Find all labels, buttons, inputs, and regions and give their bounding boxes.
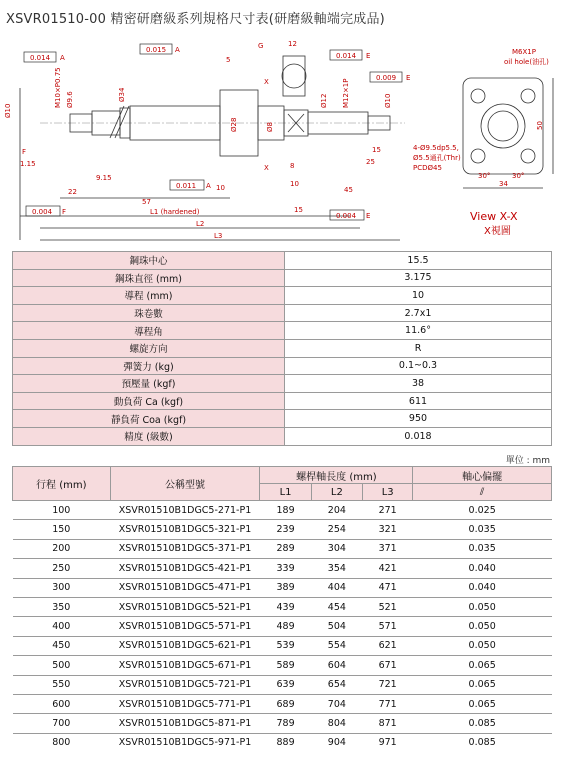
runout-cell: 0.065 <box>413 675 552 694</box>
l1-cell: 489 <box>260 617 311 636</box>
dia-8-label: Ø8 <box>266 122 274 132</box>
spec-row <box>13 304 552 322</box>
view-xx-zh-label: X視圖 <box>484 226 511 237</box>
stroke-cell: 400 <box>13 617 111 636</box>
l1-cell: 439 <box>260 597 311 616</box>
model-cell: XSVR01510B1DGC5-721-P1 <box>110 675 260 694</box>
spec-row <box>13 375 552 393</box>
spec-label: 精度 (級數) <box>13 427 285 445</box>
l2-cell: 554 <box>311 636 362 655</box>
runout-cell: 0.025 <box>413 501 552 520</box>
col-runout-symbol: ⫽ <box>413 484 552 501</box>
oil-hole-label: oil hole(油孔) <box>504 58 549 66</box>
l3-cell: 271 <box>363 501 413 520</box>
l3-cell: 521 <box>363 597 413 616</box>
model-cell: XSVR01510B1DGC5-871-P1 <box>110 714 260 733</box>
dia-10-left-label: Ø10 <box>4 103 12 118</box>
datum-g-label: G <box>258 42 264 50</box>
dia-12-label: Ø12 <box>320 93 328 108</box>
l2-cell: 254 <box>311 520 362 539</box>
l3-cell: 771 <box>363 694 413 713</box>
runout-cell: 0.040 <box>413 578 552 597</box>
bolt-spec-1-label: 4-Ø9.5dp5.5, <box>413 144 459 152</box>
section-x-top-label: X <box>264 78 269 86</box>
col-runout: 軸心偏擺 <box>413 467 552 484</box>
l2-cell: 604 <box>311 656 362 675</box>
runout-cell: 0.050 <box>413 617 552 636</box>
spec-label: 導程 (mm) <box>13 287 285 305</box>
model-cell: XSVR01510B1DGC5-421-P1 <box>110 559 260 578</box>
spec-table <box>12 251 552 446</box>
table-row <box>13 578 552 597</box>
l3-cell: 371 <box>363 539 413 558</box>
model-cell: XSVR01510B1DGC5-671-P1 <box>110 656 260 675</box>
datum-f-label: F <box>62 208 67 216</box>
dim-115-label: 1.15 <box>20 160 36 168</box>
l2-cell: 504 <box>311 617 362 636</box>
dim-5-label: 5 <box>226 56 231 64</box>
gt-011-label: 0.011 <box>176 182 197 190</box>
datum-e-2-label: E <box>406 74 411 82</box>
col-l1: L1 <box>260 484 311 501</box>
l2-cell: 704 <box>311 694 362 713</box>
l2-cell: 904 <box>327 737 346 749</box>
spec-value: 0.018 <box>285 427 552 445</box>
gt-004-left-label: 0.004 <box>32 208 53 216</box>
dim-10-label: 10 <box>216 184 225 192</box>
stroke-cell: 300 <box>13 578 111 597</box>
l1-cell: 589 <box>260 656 311 675</box>
stroke-cell: 450 <box>13 636 111 655</box>
spec-row <box>13 322 552 340</box>
l2-label: L2 <box>196 220 205 228</box>
runout-cell: 0.050 <box>413 636 552 655</box>
spec-value: 11.6° <box>285 322 552 340</box>
dim-50-label: 50 <box>536 121 544 130</box>
l1-cell: 789 <box>260 714 311 733</box>
l3-cell: 621 <box>363 636 413 655</box>
model-cell: XSVR01510B1DGC5-521-P1 <box>110 597 260 616</box>
datum-e-3-label: E <box>366 212 371 220</box>
spec-value: 38 <box>285 375 552 393</box>
page-title: XSVR01510-00 精密研磨級系列規格尺寸表(研磨級軸端完成品) <box>6 12 385 27</box>
gt-014-right-label: 0.014 <box>336 52 357 60</box>
l3-cell: 671 <box>363 656 413 675</box>
angle-30b-label: 30° <box>512 172 525 180</box>
spec-label: 珠卷數 <box>13 304 285 322</box>
runout-cell: 0.065 <box>413 656 552 675</box>
runout-cell: 0.085 <box>413 714 552 733</box>
table-row <box>13 636 552 655</box>
datum-e-label: E <box>366 52 371 60</box>
spec-value: 10 <box>285 287 552 305</box>
l2-cell: 354 <box>311 559 362 578</box>
l1-cell: 189 <box>260 501 311 520</box>
dim-12-label: 12 <box>288 40 297 48</box>
unit-label: 單位 : mm <box>505 456 550 466</box>
col-shaft-length: 螺桿軸長度 (mm) <box>260 467 413 484</box>
model-cell: XSVR01510B1DGC5-471-P1 <box>110 578 260 597</box>
spec-value: 950 <box>285 410 552 428</box>
l1-cell: 389 <box>260 578 311 597</box>
l3-cell: 471 <box>363 578 413 597</box>
spec-label: 動負荷 Ca (kgf) <box>13 392 285 410</box>
spec-label: 鋼珠直徑 (mm) <box>13 269 285 287</box>
dia-96-label: Ø9.6 <box>66 91 74 108</box>
runout-cell: 0.065 <box>413 694 552 713</box>
gt-004-right-label: 0.004 <box>336 212 357 220</box>
l2-cell: 454 <box>311 597 362 616</box>
table-row <box>13 714 552 733</box>
stroke-cell: 500 <box>13 656 111 675</box>
gt-015-label: 0.015 <box>146 46 167 54</box>
table-row <box>13 597 552 616</box>
l3-label: L3 <box>214 232 223 240</box>
model-cell: XSVR01510B1DGC5-571-P1 <box>110 617 260 636</box>
spec-value: 0.1~0.3 <box>285 357 552 375</box>
model-cell: XSVR01510B1DGC5-771-P1 <box>110 694 260 713</box>
gt-009-label: 0.009 <box>376 74 397 82</box>
dim-915-label: 9.15 <box>96 174 112 182</box>
spec-label: 預壓量 (kgf) <box>13 375 285 393</box>
spec-label: 導程角 <box>13 322 285 340</box>
datum-a-label: A <box>175 46 180 54</box>
model-cell: XSVR01510B1DGC5-971-P1 <box>118 737 252 749</box>
col-l3: L3 <box>363 484 413 501</box>
l1-cell: 539 <box>260 636 311 655</box>
datum-f-2-label: F <box>22 148 27 156</box>
dim-15b-label: 15 <box>294 206 303 214</box>
technical-drawing <box>0 28 564 248</box>
m10-thread-label: M10×P0.75 <box>54 67 62 108</box>
angle-30a-label: 30° <box>478 172 491 180</box>
spec-value: 2.7x1 <box>285 304 552 322</box>
table-row <box>13 733 552 752</box>
bolt-spec-2-label: Ø5.5通孔(Thr) <box>413 154 461 162</box>
spec-value: 3.175 <box>285 269 552 287</box>
stroke-cell: 250 <box>13 559 111 578</box>
spec-row <box>13 252 552 270</box>
datum-a-3-label: A <box>206 182 211 190</box>
section-x-bottom-label: X <box>264 164 269 172</box>
dia-28-label: Ø28 <box>230 117 238 132</box>
table-row <box>13 675 552 694</box>
dia-34-label: Ø34 <box>118 87 126 102</box>
dim-45-label: 45 <box>344 186 353 194</box>
table-row <box>13 559 552 578</box>
l2-cell: 804 <box>311 714 362 733</box>
table-row <box>13 694 552 713</box>
l2-cell: 204 <box>311 501 362 520</box>
spec-row <box>13 269 552 287</box>
table-row <box>13 501 552 520</box>
l2-cell: 304 <box>311 539 362 558</box>
m6-label: M6X1P <box>512 48 536 56</box>
dim-25-label: 25 <box>366 158 375 166</box>
model-cell: XSVR01510B1DGC5-621-P1 <box>110 636 260 655</box>
gt-014-left-label: 0.014 <box>30 54 51 62</box>
spec-label: 鋼珠中心 <box>13 252 285 270</box>
l1-cell: 889 <box>276 737 295 749</box>
table-row <box>13 539 552 558</box>
col-l2: L2 <box>311 484 362 501</box>
dia-10-right-label: Ø10 <box>384 93 392 108</box>
stroke-cell: 150 <box>13 520 111 539</box>
table-row <box>13 617 552 636</box>
l1-cell: 639 <box>260 675 311 694</box>
dim-10b-label: 10 <box>290 180 299 188</box>
l3-cell: 971 <box>378 737 397 749</box>
l2-cell: 654 <box>311 675 362 694</box>
spec-label: 彈簧力 (kg) <box>13 357 285 375</box>
stroke-cell: 600 <box>13 694 111 713</box>
l1-label: L1 (hardened) <box>150 208 200 216</box>
table-row <box>13 520 552 539</box>
spec-row <box>13 339 552 357</box>
runout-cell: 0.050 <box>413 597 552 616</box>
dim-34-label: 34 <box>499 180 508 188</box>
m12-thread-label: M12×1P <box>342 78 350 108</box>
stroke-cell: 700 <box>13 714 111 733</box>
dim-57-label: 57 <box>142 198 151 206</box>
spec-value: 15.5 <box>285 252 552 270</box>
spec-row <box>13 427 552 445</box>
l3-cell: 321 <box>363 520 413 539</box>
spec-value: R <box>285 339 552 357</box>
model-cell: XSVR01510B1DGC5-321-P1 <box>110 520 260 539</box>
col-stroke: 行程 (mm) <box>13 467 111 501</box>
stroke-cell: 350 <box>13 597 111 616</box>
l3-cell: 571 <box>363 617 413 636</box>
table-row <box>13 656 552 675</box>
dim-15a-label: 15 <box>372 146 381 154</box>
runout-cell: 0.035 <box>413 520 552 539</box>
model-cell: XSVR01510B1DGC5-271-P1 <box>110 501 260 520</box>
datum-a-left-label: A <box>60 54 65 62</box>
spec-label: 螺旋方向 <box>13 339 285 357</box>
stroke-cell: 550 <box>13 675 111 694</box>
runout-cell: 0.035 <box>413 539 552 558</box>
col-model: 公稱型號 <box>110 467 260 501</box>
runout-cell: 0.040 <box>413 559 552 578</box>
l3-cell: 871 <box>363 714 413 733</box>
dim-8-label: 8 <box>290 162 295 170</box>
length-table <box>12 466 552 752</box>
spec-label: 靜負荷 Coa (kgf) <box>13 410 285 428</box>
l1-cell: 689 <box>260 694 311 713</box>
stroke-cell: 200 <box>13 539 111 558</box>
spec-row <box>13 392 552 410</box>
spec-value: 611 <box>285 392 552 410</box>
stroke-cell: 100 <box>13 501 111 520</box>
l1-cell: 289 <box>260 539 311 558</box>
dim-22-label: 22 <box>68 188 77 196</box>
flange-view <box>463 78 543 174</box>
stroke-cell: 800 <box>52 737 71 749</box>
l3-cell: 421 <box>363 559 413 578</box>
l1-cell: 239 <box>260 520 311 539</box>
pcd-label: PCDØ45 <box>413 164 442 172</box>
runout-cell: 0.085 <box>468 737 496 749</box>
l2-cell: 404 <box>311 578 362 597</box>
view-xx-label: View X-X <box>470 210 518 223</box>
l3-cell: 721 <box>363 675 413 694</box>
l1-cell: 339 <box>260 559 311 578</box>
model-cell: XSVR01510B1DGC5-371-P1 <box>110 539 260 558</box>
spec-row <box>13 410 552 428</box>
spec-row <box>13 287 552 305</box>
spec-row <box>13 357 552 375</box>
